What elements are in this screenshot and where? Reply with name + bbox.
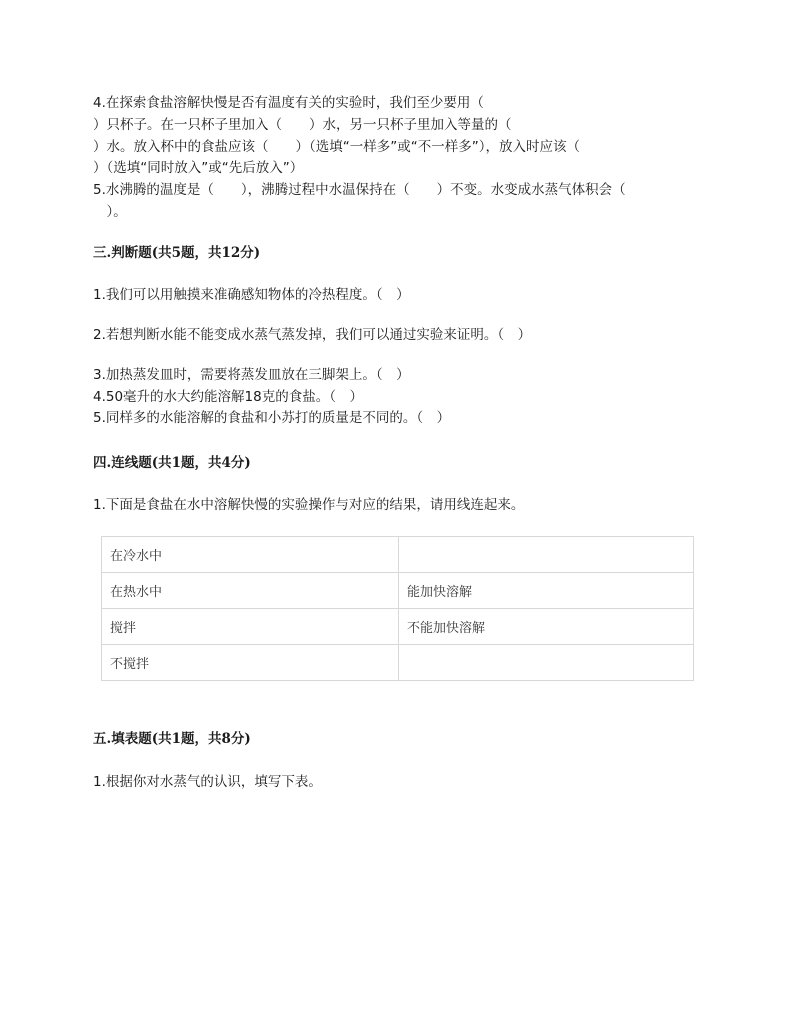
table-row bbox=[102, 573, 694, 609]
true-false-question-5: 5.同样多的水能溶解的食盐和小苏打的质量是不同的。（ ） bbox=[93, 410, 451, 426]
question-text-line: ）只杯子。在一只杯子里加入（ ）水，另一只杯子里加入等量的（ bbox=[93, 117, 512, 133]
matching-table bbox=[101, 536, 694, 681]
section-heading-true-false: 三.判断题(共5题，共12分) bbox=[93, 245, 261, 261]
true-false-question-2: 2.若想判断水能不能变成水蒸气蒸发掉，我们可以通过实验来证明。（ ） bbox=[93, 327, 532, 343]
section-heading-matching: 四.连线题(共1题，共4分) bbox=[93, 455, 251, 471]
question-text-line: 5.水沸腾的温度是（ ），沸腾过程中水温保持在（ ）不变。水变成水蒸气体积会（ bbox=[93, 182, 626, 198]
fill-table-question-1: 1.根据你对水蒸气的认识，填写下表。 bbox=[93, 774, 322, 790]
table-cell: 在冷水中 bbox=[102, 537, 399, 573]
table-cell: 能加快溶解 bbox=[399, 573, 694, 609]
question-text-line: 4.在探索食盐溶解快慢是否有温度有关的实验时，我们至少要用（ bbox=[93, 95, 484, 111]
question-text-line: ）（选填“同时放入”或“先后放入”） bbox=[93, 160, 304, 176]
table-row bbox=[102, 609, 694, 645]
question-text-line: ）水。放入杯中的食盐应该（ ）（选填“一样多”或“不一样多”），放入时应该（ bbox=[93, 139, 580, 155]
matching-question-1: 1.下面是食盐在水中溶解快慢的实验操作与对应的结果，请用线连起来。 bbox=[93, 497, 525, 513]
question-text-line: ）。 bbox=[93, 204, 127, 220]
table-cell: 在热水中 bbox=[102, 573, 399, 609]
section-heading-fill-table: 五.填表题(共1题，共8分) bbox=[93, 731, 251, 747]
table-cell: 不搅拌 bbox=[102, 645, 399, 681]
true-false-question-4: 4.50毫升的水大约能溶解18克的食盐。（ ） bbox=[93, 389, 363, 405]
true-false-question-1: 1.我们可以用触摸来准确感知物体的冷热程度。（ ） bbox=[93, 287, 410, 303]
table-cell: 搅拌 bbox=[102, 609, 399, 645]
true-false-question-3: 3.加热蒸发皿时，需要将蒸发皿放在三脚架上。（ ） bbox=[93, 367, 410, 383]
table-cell: 不能加快溶解 bbox=[399, 609, 694, 645]
table-cell bbox=[399, 645, 694, 681]
table-cell bbox=[399, 537, 694, 573]
table-row bbox=[102, 645, 694, 681]
table-row bbox=[102, 537, 694, 573]
